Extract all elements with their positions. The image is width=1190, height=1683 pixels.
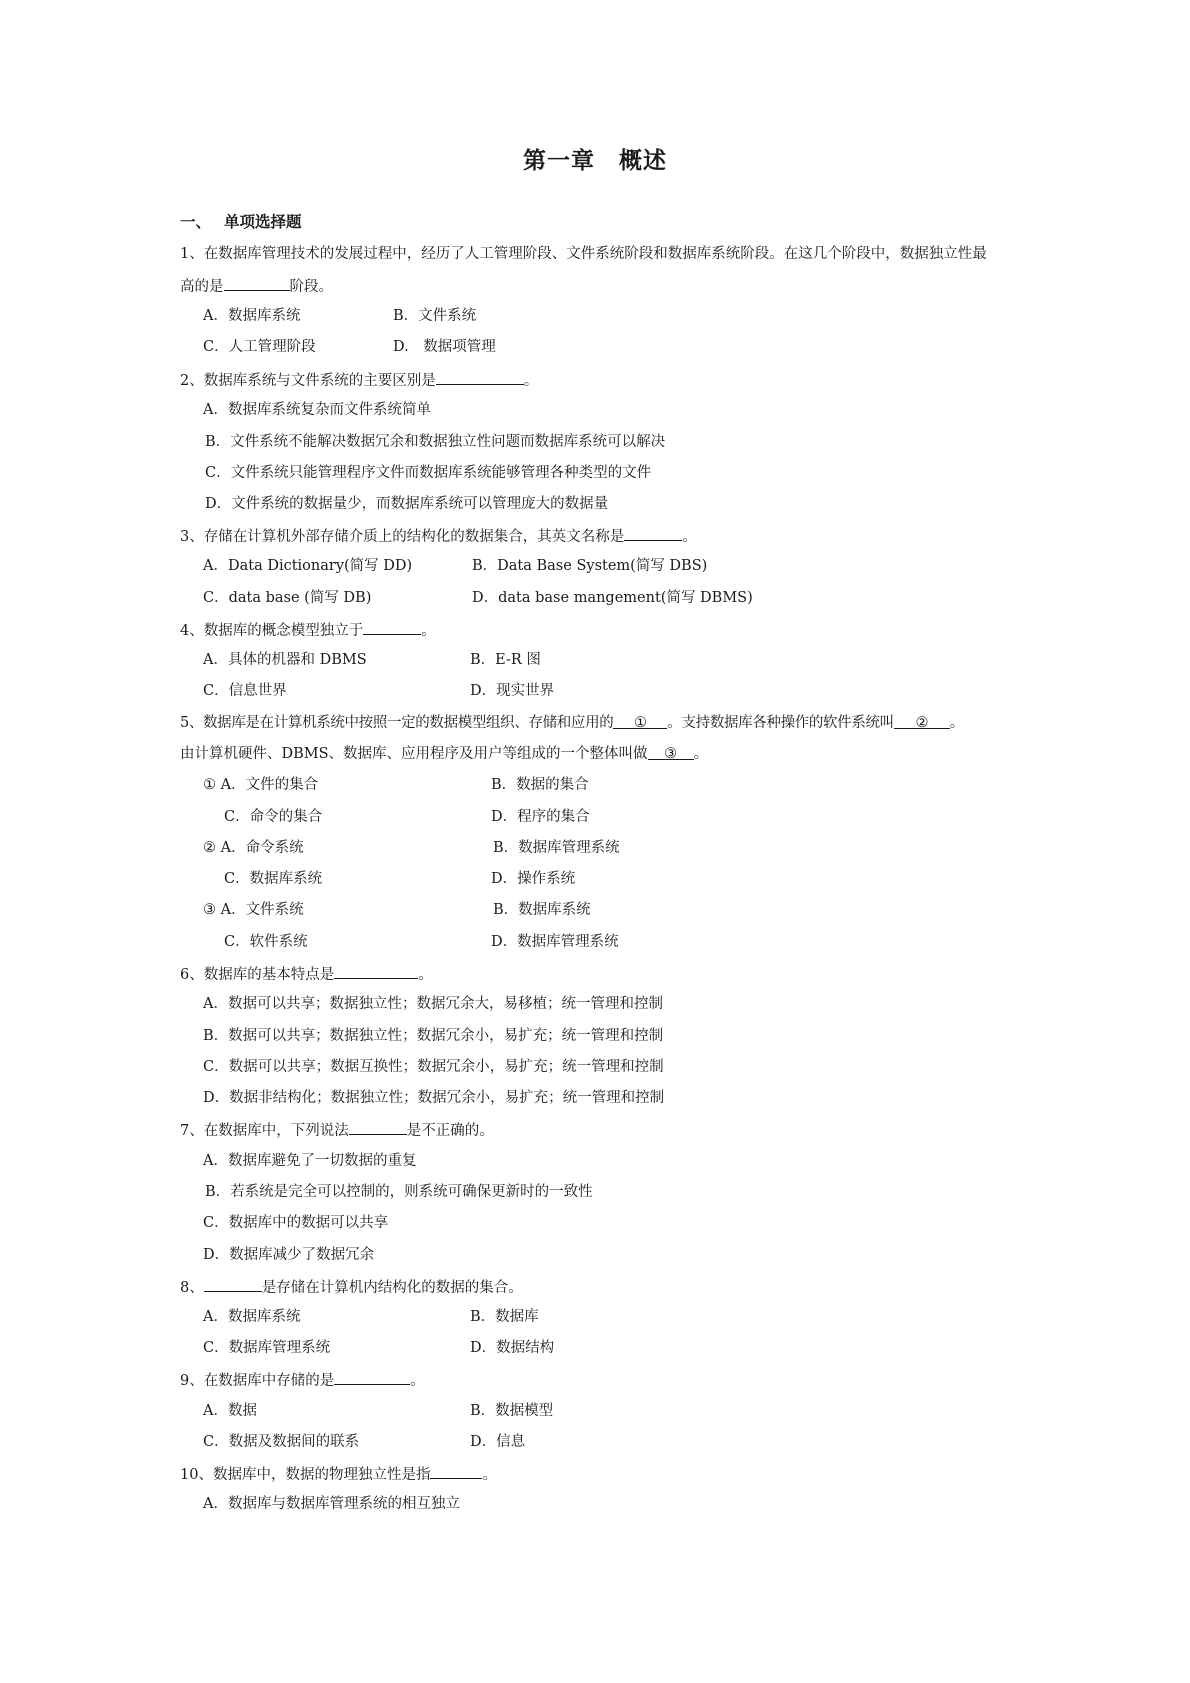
question-5-1-option-d: D．程序的集合	[491, 809, 590, 825]
question-5-text-a: 5、数据库是在计算机系统中按照一定的数据模型组织、存储和应用的	[180, 715, 614, 731]
question-4-option-d: D．现实世界	[470, 683, 555, 699]
answer-blank	[430, 1464, 482, 1479]
question-8-option-a: A．数据库系统	[203, 1309, 301, 1325]
answer-blank-3: ③	[648, 745, 694, 760]
question-5-text-c: 。	[949, 715, 964, 731]
question-1-line-1: 1、在数据库管理技术的发展过程中，经历了人工管理阶段、文件系统阶段和数据库系统阶段。在这几个阶段中，数据独立性最	[180, 246, 987, 262]
question-9-option-d: D．信息	[470, 1434, 526, 1450]
question-4-text-b: 。	[421, 623, 436, 639]
question-6-text-a: 6、数据库的基本特点是	[180, 967, 335, 983]
question-9-option-c: C．数据及数据间的联系	[203, 1434, 360, 1450]
question-7-option-a: A．数据库避免了一切数据的重复	[203, 1153, 417, 1169]
question-5-2-option-b: B．数据库管理系统	[493, 840, 620, 856]
answer-blank	[204, 1277, 262, 1292]
question-7-option-b: B．若系统是完全可以控制的，则系统可确保更新时的一致性	[205, 1184, 593, 1200]
question-3-option-d: D．data base mangement(简写 DBMS)	[472, 590, 753, 606]
question-8-text-b: 是存储在计算机内结构化的数据的集合。	[261, 1280, 523, 1296]
question-3-option-c: C．data base (简写 DB)	[203, 590, 372, 606]
question-9-text-b: 。	[410, 1373, 425, 1389]
answer-blank-2: ②	[894, 714, 950, 729]
section-number: 一、	[180, 212, 212, 231]
question-4-option-c: C．信息世界	[203, 683, 287, 699]
question-6-stem	[180, 964, 433, 984]
question-1-option-c: C．人工管理阶段	[203, 339, 316, 355]
question-5-line-2	[180, 745, 708, 763]
question-5-text-e: 。	[693, 746, 709, 762]
answer-blank	[349, 1120, 407, 1135]
question-9-option-b: B．数据模型	[470, 1403, 554, 1419]
question-8-option-d: D．数据结构	[470, 1340, 555, 1356]
question-5-3-option-c: C．软件系统	[224, 934, 308, 950]
question-7-option-c: C．数据库中的数据可以共享	[203, 1215, 389, 1231]
question-8-option-b: B．数据库	[470, 1309, 539, 1325]
section-label: 单项选择题	[224, 212, 302, 231]
question-2-option-c: C．文件系统只能管理程序文件而数据库系统能够管理各种类型的文件	[205, 465, 652, 481]
question-5-1-option-c: C．命令的集合	[224, 809, 323, 825]
question-5-1-option-b: B．数据的集合	[491, 777, 589, 793]
question-9-option-a: A．数据	[203, 1403, 257, 1419]
question-7-text-b: 是不正确的。	[406, 1123, 494, 1139]
question-1-option-a: A．数据库系统	[203, 308, 301, 324]
question-6-option-d: D．数据非结构化；数据独立性；数据冗余小，易扩充；统一管理和控制	[203, 1090, 665, 1106]
question-1-text-b: 阶段。	[289, 279, 333, 295]
question-3-option-b: B．Data Base System(简写 DBS)	[472, 558, 708, 574]
question-4-text-a: 4、数据库的概念模型独立于	[180, 623, 364, 639]
question-5-line-1	[180, 714, 964, 732]
question-5-3-option-b: B．数据库系统	[493, 902, 591, 918]
question-9-text-a: 9、在数据库中存储的是	[180, 1373, 335, 1389]
question-10-text-a: 10、数据库中，数据的物理独立性是指	[180, 1467, 431, 1483]
question-10-option-a: A．数据库与数据库管理系统的相互独立	[203, 1496, 460, 1512]
question-3-option-a: A．Data Dictionary(简写 DD)	[203, 558, 413, 574]
question-9-stem	[180, 1370, 425, 1390]
question-8-text-a: 8、	[180, 1280, 204, 1296]
question-5-3-option-d: D．数据库管理系统	[491, 934, 619, 950]
answer-blank	[436, 370, 524, 385]
question-3-text-b: 。	[682, 529, 697, 545]
question-5-2-option-a: ② A．命令系统	[203, 840, 304, 856]
question-4-stem	[180, 620, 436, 640]
question-2-option-d: D．文件系统的数据量少，而数据库系统可以管理庞大的数据量	[205, 496, 609, 512]
question-6-option-c: C．数据可以共享；数据互换性；数据冗余小，易扩充；统一管理和控制	[203, 1059, 664, 1075]
question-6-option-a: A．数据可以共享；数据独立性；数据冗余大，易移植；统一管理和控制	[203, 996, 663, 1012]
question-5-text-b: 。支持数据库各种操作的软件系统叫	[667, 715, 894, 731]
question-4-option-b: B．E-R 图	[470, 652, 541, 668]
question-10-text-b: 。	[482, 1467, 497, 1483]
answer-blank	[334, 964, 418, 979]
question-5-2-option-c: C．数据库系统	[224, 871, 323, 887]
question-7-stem	[180, 1120, 494, 1140]
question-2-text-a: 2、数据库系统与文件系统的主要区别是	[180, 373, 436, 389]
question-1-text-a: 高的是	[180, 279, 224, 295]
question-1-option-d: D. 数据项管理	[393, 339, 496, 355]
question-7-option-d: D．数据库减少了数据冗余	[203, 1247, 375, 1263]
answer-blank	[363, 620, 421, 635]
question-1-line-2	[180, 276, 333, 296]
question-8-stem	[180, 1277, 523, 1297]
question-3-text-a: 3、存储在计算机外部存储介质上的结构化的数据集合，其英文名称是	[180, 529, 625, 545]
question-10-stem	[180, 1464, 497, 1484]
question-2-option-b: B．文件系统不能解决数据冗余和数据独立性问题而数据库系统可以解决	[205, 434, 666, 450]
question-5-1-option-a: ① A．文件的集合	[203, 777, 319, 793]
question-2-stem	[180, 370, 538, 390]
question-2-option-a: A．数据库系统复杂而文件系统简单	[203, 402, 431, 418]
question-5-3-option-a: ③ A．文件系统	[203, 902, 304, 918]
question-4-option-a: A．具体的机器和 DBMS	[203, 652, 367, 668]
question-3-stem	[180, 526, 697, 546]
section-heading	[180, 210, 302, 232]
chapter-title: 第一章 概述	[523, 147, 667, 174]
question-1-option-b: B．文件系统	[393, 308, 477, 324]
answer-blank-1: ①	[613, 714, 667, 729]
question-6-text-b: 。	[418, 967, 433, 983]
question-6-option-b: B．数据可以共享；数据独立性；数据冗余小，易扩充；统一管理和控制	[203, 1028, 664, 1044]
question-5-text-d: 由计算机硬件、DBMS、数据库、应用程序及用户等组成的一个整体叫做	[180, 746, 648, 762]
answer-blank	[334, 1370, 410, 1385]
answer-blank	[224, 276, 290, 291]
question-8-option-c: C．数据库管理系统	[203, 1340, 331, 1356]
question-2-text-b: 。	[523, 373, 539, 389]
question-5-2-option-d: D．操作系统	[491, 871, 576, 887]
answer-blank	[624, 526, 682, 541]
question-7-text-a: 7、在数据库中，下列说法	[180, 1123, 349, 1139]
